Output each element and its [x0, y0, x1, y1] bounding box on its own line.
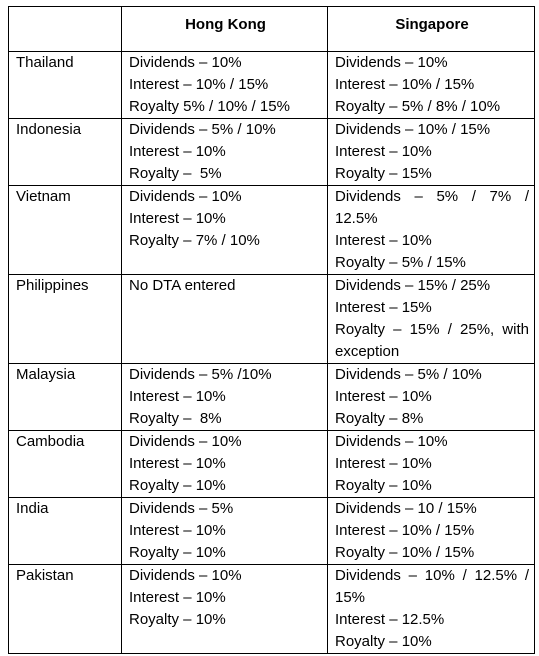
- rate-line: Royalty – 15% / 25%, with exception: [335, 321, 529, 360]
- rate-line: Interest – 10%: [335, 143, 432, 160]
- rate-line: Interest – 10%: [129, 522, 226, 539]
- rate-line: Royalty – 10% / 15%: [335, 544, 475, 561]
- rate-line: Royalty – 5% / 15%: [335, 254, 466, 271]
- country-cell: [9, 565, 122, 654]
- singapore-cell: [328, 498, 535, 565]
- hong-kong-cell: [122, 275, 328, 364]
- rate-line: Interest – 10%: [129, 210, 226, 227]
- rate-line: Royalty – 10%: [129, 544, 226, 561]
- header-row: [9, 7, 535, 52]
- table-row: [9, 186, 535, 275]
- country-name: Philippines: [16, 277, 89, 294]
- table-row: [9, 275, 535, 364]
- singapore-cell: [328, 119, 535, 186]
- singapore-cell: [328, 52, 535, 119]
- rate-line: Royalty – 15%: [335, 165, 432, 182]
- country-name: India: [16, 500, 49, 517]
- hong-kong-cell: [122, 186, 328, 275]
- table-row: [9, 498, 535, 565]
- rate-line: Interest – 10%: [335, 455, 432, 472]
- rate-line: No DTA entered: [129, 277, 236, 294]
- singapore-cell: [328, 565, 535, 654]
- rate-line: Dividends – 5% /10%: [129, 366, 272, 383]
- rate-line: Dividends – 10 / 15%: [335, 500, 477, 517]
- country-name: Cambodia: [16, 433, 85, 450]
- header-singapore: Singapore: [328, 7, 535, 52]
- rate-line: Royalty – 8%: [335, 410, 424, 427]
- rate-line: Dividends – 10% / 15%: [335, 121, 491, 138]
- rate-line: Interest – 10%: [129, 589, 226, 606]
- rate-line: Interest – 10%: [129, 388, 226, 405]
- hong-kong-cell: [122, 52, 328, 119]
- rate-line: Royalty – 10%: [335, 633, 432, 650]
- rate-line: Dividends – 10%: [129, 433, 242, 450]
- country-name: Malaysia: [16, 366, 76, 383]
- table-row: [9, 431, 535, 498]
- table-row: [9, 364, 535, 431]
- country-name: Vietnam: [16, 188, 71, 205]
- country-cell: [9, 186, 122, 275]
- singapore-cell: [328, 431, 535, 498]
- rate-line: Dividends – 10% / 12.5% / 15%: [335, 567, 529, 606]
- country-cell: [9, 52, 122, 119]
- rate-line: Interest – 10% / 15%: [335, 76, 475, 93]
- rate-line: Interest – 10%: [335, 232, 432, 249]
- table-row: [9, 565, 535, 654]
- dta-rates-table: [8, 6, 535, 654]
- rate-line: Dividends – 5% / 7% / 12.5%: [335, 188, 529, 227]
- rate-line: Royalty – 10%: [129, 477, 226, 494]
- rate-line: Royalty – 7% / 10%: [129, 232, 260, 249]
- country-cell: [9, 498, 122, 565]
- rate-line: Royalty – 5%: [129, 165, 222, 182]
- rate-line: Royalty 5% / 10% / 15%: [129, 98, 290, 115]
- country-cell: [9, 275, 122, 364]
- hong-kong-cell: [122, 119, 328, 186]
- hong-kong-cell: [122, 498, 328, 565]
- country-name: Indonesia: [16, 121, 82, 138]
- country-name: Pakistan: [16, 567, 74, 584]
- hong-kong-cell: [122, 364, 328, 431]
- rate-line: Royalty – 8%: [129, 410, 222, 427]
- rate-line: Royalty – 5% / 8% / 10%: [335, 98, 501, 115]
- header-blank-cell: [9, 7, 122, 52]
- country-cell: [9, 364, 122, 431]
- rate-line: Dividends – 5% / 10%: [129, 121, 276, 138]
- rate-line: Dividends – 10%: [129, 54, 242, 71]
- rate-line: Interest – 10% / 15%: [129, 76, 269, 93]
- country-cell: [9, 431, 122, 498]
- rate-line: Interest – 10%: [129, 143, 226, 160]
- table-row: [9, 52, 535, 119]
- rate-line: Interest – 15%: [335, 299, 432, 316]
- rate-line: Royalty – 10%: [335, 477, 432, 494]
- rate-line: Dividends – 10%: [129, 567, 242, 584]
- country-cell: [9, 119, 122, 186]
- singapore-cell: [328, 186, 535, 275]
- table-row: [9, 119, 535, 186]
- rate-line: Dividends – 10%: [129, 188, 242, 205]
- singapore-cell: [328, 364, 535, 431]
- rate-line: Dividends – 5%: [129, 500, 234, 517]
- country-name: Thailand: [16, 54, 74, 71]
- rate-line: Dividends – 10%: [335, 433, 448, 450]
- rate-line: Interest – 10%: [129, 455, 226, 472]
- hong-kong-cell: [122, 431, 328, 498]
- rate-line: Royalty – 10%: [129, 611, 226, 628]
- header-hong-kong: Hong Kong: [122, 7, 328, 52]
- rate-line: Interest – 10% / 15%: [335, 522, 475, 539]
- singapore-cell: [328, 275, 535, 364]
- rate-line: Interest – 10%: [335, 388, 432, 405]
- rate-line: Dividends – 5% / 10%: [335, 366, 482, 383]
- hong-kong-cell: [122, 565, 328, 654]
- rate-line: Dividends – 10%: [335, 54, 448, 71]
- rate-line: Dividends – 15% / 25%: [335, 277, 491, 294]
- rate-line: Interest – 12.5%: [335, 611, 445, 628]
